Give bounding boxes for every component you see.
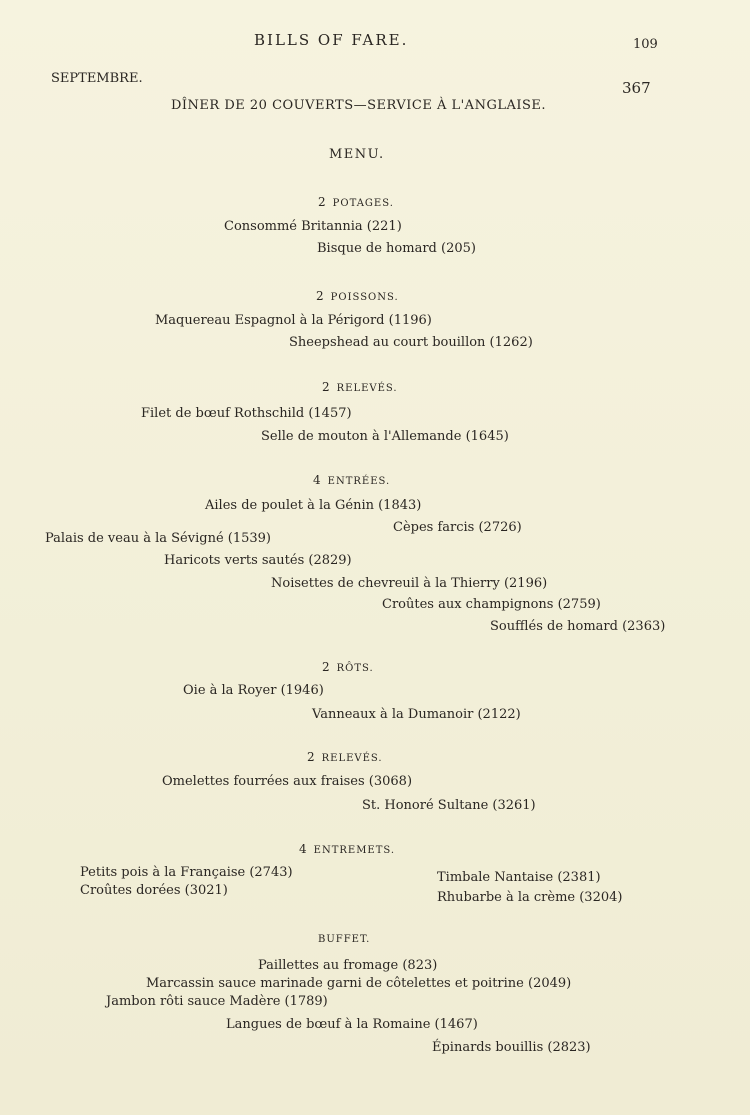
dish-item: Jambon rôti sauce Madère (1789)	[106, 994, 328, 1009]
section-heading-buffet	[318, 935, 370, 945]
section-title: POTAGES.	[332, 198, 394, 209]
dish-item: St. Honoré Sultane (3261)	[362, 798, 536, 813]
section-title: BUFFET.	[318, 934, 371, 945]
section-count: 2	[318, 195, 327, 209]
dish-item: Palais de veau à la Sévigné (1539)	[45, 531, 271, 546]
dish-item: Haricots verts sautés (2829)	[164, 553, 352, 568]
dish-item: Petits pois à la Française (2743)	[80, 865, 293, 880]
dish-item: Soufflés de homard (2363)	[490, 619, 666, 634]
dish-item: Paillettes au fromage (823)	[258, 958, 438, 973]
dish-item: Vanneaux à la Dumanoir (2122)	[312, 707, 521, 722]
section-heading-entrees	[313, 474, 390, 487]
dish-item: Langues de bœuf à la Romaine (1467)	[226, 1017, 478, 1032]
section-count: 2	[316, 289, 325, 303]
dish-item: Cèpes farcis (2726)	[393, 520, 522, 535]
menu-number: 367	[622, 79, 651, 97]
dish-item: Selle de mouton à l'Allemande (1645)	[261, 429, 509, 444]
section-heading-rots	[322, 661, 374, 674]
dish-item: Rhubarbe à la crème (3204)	[437, 890, 623, 905]
page-number: 109	[633, 37, 658, 52]
dinner-subtitle: DÎNER DE 20 COUVERTS—SERVICE À L'ANGLAISE.	[171, 98, 547, 113]
running-title: BILLS OF FARE.	[254, 31, 409, 49]
section-count: 2	[322, 660, 331, 674]
dish-item: Marcassin sauce marinade garni de côtelettes et poitrine (2049)	[146, 976, 572, 991]
section-title: RELEVÉS.	[321, 753, 383, 764]
section-count: 2	[322, 380, 331, 394]
section-heading-potages	[318, 196, 394, 209]
dish-item: Bisque de homard (205)	[317, 241, 476, 256]
section-count: 4	[299, 842, 308, 856]
dish-item: Maquereau Espagnol à la Périgord (1196)	[155, 313, 432, 328]
dish-item: Consommé Britannia (221)	[224, 219, 402, 234]
section-heading-releves-2	[307, 751, 383, 764]
dish-item: Croûtes aux champignons (2759)	[382, 597, 601, 612]
section-heading-poissons	[316, 290, 399, 303]
section-title: POISSONS.	[330, 292, 399, 303]
section-heading-releves	[322, 381, 398, 394]
section-title: RÔTS.	[336, 663, 374, 674]
section-title: ENTRÉES.	[327, 476, 391, 487]
dish-item: Croûtes dorées (3021)	[80, 883, 228, 898]
section-count: 4	[313, 473, 322, 487]
section-count: 2	[307, 750, 316, 764]
month-label: SEPTEMBRE.	[51, 71, 143, 86]
dish-item: Sheepshead au court bouillon (1262)	[289, 335, 533, 350]
dish-item: Noisettes de chevreuil à la Thierry (2196)	[271, 576, 548, 591]
dish-item: Timbale Nantaise (2381)	[437, 870, 601, 885]
menu-heading: MENU.	[329, 147, 385, 162]
section-heading-entremets	[299, 843, 395, 856]
section-title: RELEVÉS.	[336, 383, 398, 394]
dish-item: Omelettes fourrées aux fraises (3068)	[162, 774, 413, 789]
dish-item: Oie à la Royer (1946)	[183, 683, 324, 698]
section-title: ENTREMETS.	[313, 845, 396, 856]
dish-item: Épinards bouillis (2823)	[432, 1040, 591, 1055]
dish-item: Filet de bœuf Rothschild (1457)	[141, 406, 352, 421]
dish-item: Ailes de poulet à la Génin (1843)	[205, 498, 422, 513]
